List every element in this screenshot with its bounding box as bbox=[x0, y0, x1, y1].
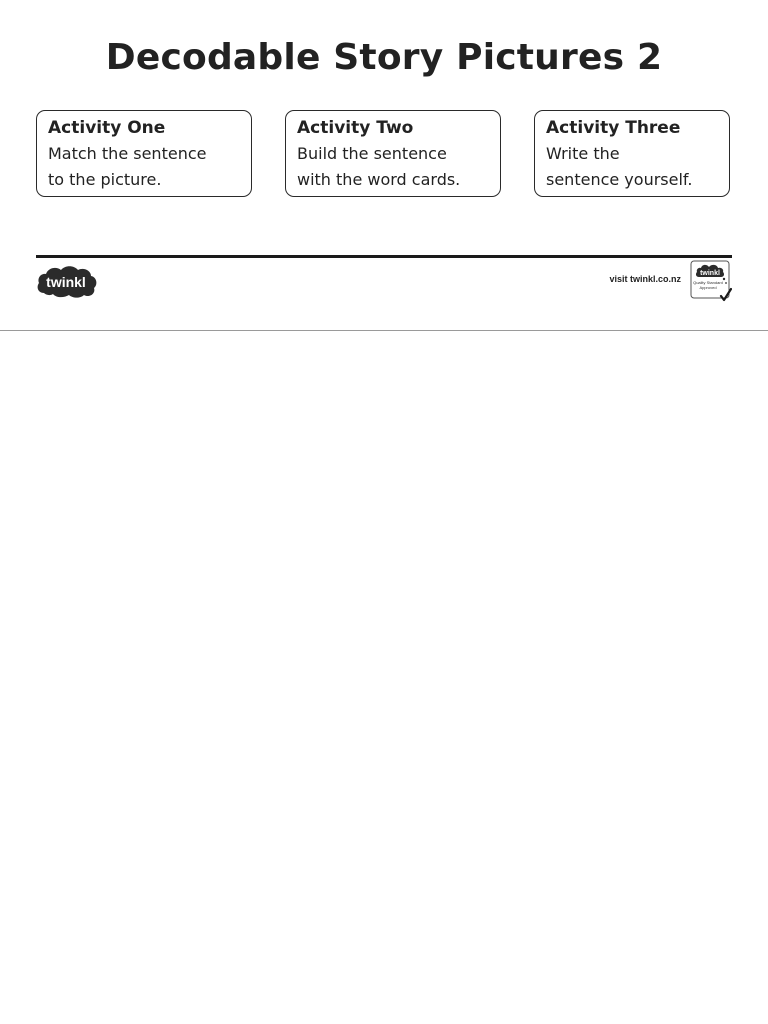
quality-standard-approved-badge-icon bbox=[690, 260, 732, 302]
activity-two-line-1: Build the sentence bbox=[297, 144, 447, 163]
activity-three-box bbox=[534, 110, 730, 197]
activity-two-heading: Activity Two bbox=[297, 118, 414, 138]
badge-dot-icon bbox=[725, 282, 727, 284]
twinkl-cloud-logo-icon bbox=[36, 263, 98, 299]
logo-wordmark: twinkl bbox=[46, 274, 86, 290]
badge-dot-icon bbox=[723, 278, 725, 280]
page-bottom-edge bbox=[0, 330, 768, 331]
activity-one-heading: Activity One bbox=[48, 118, 166, 138]
activity-three-heading: Activity Three bbox=[546, 118, 681, 138]
activity-two-box bbox=[285, 110, 501, 197]
activity-three-line-1: Write the bbox=[546, 144, 620, 163]
activity-one-line-2: to the picture. bbox=[48, 170, 162, 189]
badge-caption: Quality Standard Approved bbox=[693, 281, 723, 290]
activity-one-box bbox=[36, 110, 252, 197]
footer-divider bbox=[36, 255, 732, 258]
activity-two-line-2: with the word cards. bbox=[297, 170, 461, 189]
activity-three-line-2: sentence yourself. bbox=[546, 170, 693, 189]
visit-website-text: visit twinkl.co.nz bbox=[609, 274, 681, 284]
page-title: Decodable Story Pictures 2 bbox=[105, 37, 663, 78]
activity-one-line-1: Match the sentence bbox=[48, 144, 207, 163]
worksheet-page bbox=[0, 0, 768, 331]
badge-wordmark: twinkl bbox=[700, 270, 720, 277]
